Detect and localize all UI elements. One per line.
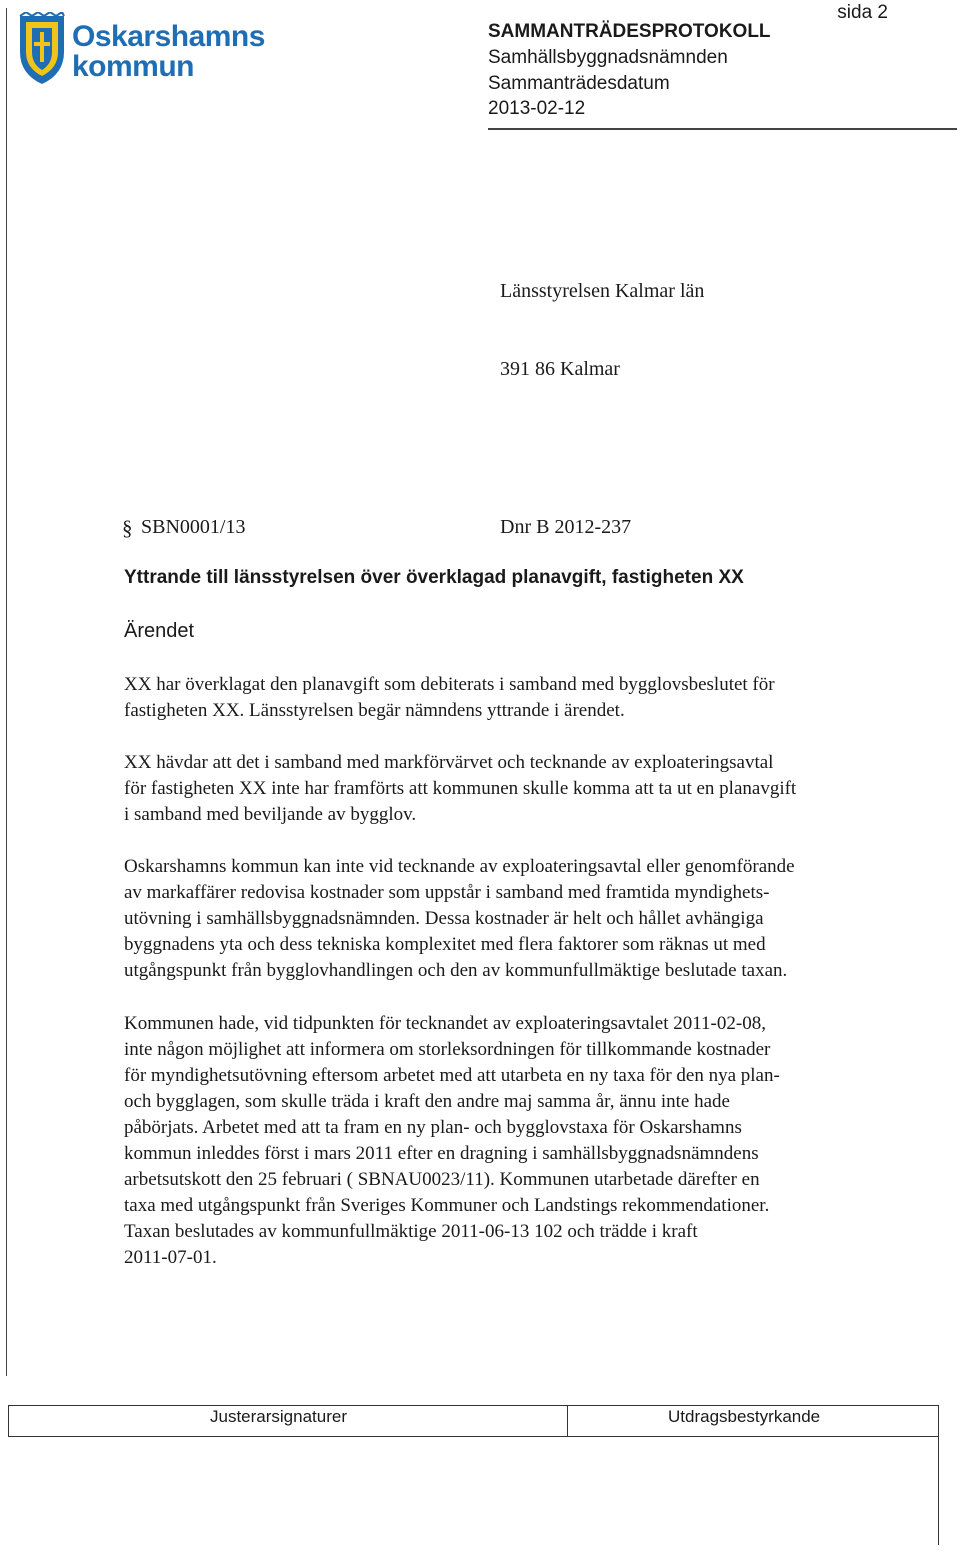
registration-number: Dnr B 2012-237 <box>500 516 632 538</box>
paragraph-4 <box>124 1011 934 1271</box>
text-line: Kommunen hade, vid tidpunkten för tecknandet av exploateringsavtalet 2011-02-08, <box>124 1013 766 1034</box>
case-title: Yttrande till länsstyrelsen över överklagad planavgift, fastigheten XX <box>124 567 744 588</box>
committee-name: Samhällsbyggnadsnämnden <box>488 47 728 68</box>
extract-certification-label: Utdragsbestyrkande <box>668 1407 821 1426</box>
paragraph-3 <box>124 854 934 984</box>
text-line: kommun inleddes först i mars 2011 efter en dragning i samhällsbyggnadsnämndens <box>124 1143 759 1164</box>
signature-box-right <box>938 1405 939 1545</box>
text-line: påbörjats. Arbetet med att ta fram en ny plan- och bygglovstaxa för Oskarshamns <box>124 1117 742 1138</box>
recipient-postal-address: 391 86 Kalmar <box>500 358 620 380</box>
meeting-date: 2013-02-12 <box>488 98 586 119</box>
text-line: inte någon möjlighet att informera om storleksordningen för tillkommande kostnader <box>124 1039 771 1060</box>
text-line: för fastigheten XX inte har framförts att kommunen skulle komma att ta ut en planavgift <box>124 778 797 799</box>
text-line: av markaffärer redovisa kostnader som uppstår i samband med framtida myndighets- <box>124 882 770 903</box>
coat-of-arms-icon <box>14 12 70 86</box>
text-line: byggnadens yta och dess tekniska komplexitet med flera faktorer som räknas ut med <box>124 934 766 955</box>
text-line: och bygglagen, som skulle träda i kraft den andre maj samma år, ännu inte hade <box>124 1091 730 1112</box>
document-title: SAMMANTRÄDESPROTOKOLL <box>488 21 771 42</box>
text-line: Taxan beslutades av kommunfullmäktige 2011-06-13 102 och trädde i kraft <box>124 1221 698 1242</box>
text-line: i samband med beviljande av bygglov. <box>124 804 417 825</box>
logo-text-line1: Oskarshamns <box>72 20 265 53</box>
section-sign: § <box>122 516 133 540</box>
text-line: 2011-07-01. <box>124 1247 217 1268</box>
header-divider <box>488 128 957 130</box>
text-line: Oskarshamns kommun kan inte vid tecknande av exploateringsavtal eller genomförande <box>124 856 795 877</box>
signature-box-divider <box>567 1405 568 1437</box>
text-line: XX hävdar att det i samband med markförvärvet och tecknande av exploateringsavtal <box>124 752 774 773</box>
logo-text-line2: kommun <box>72 50 195 83</box>
recipient-name: Länsstyrelsen Kalmar län <box>500 280 705 302</box>
logo-wordmark <box>72 22 265 82</box>
section-heading: Ärendet <box>124 620 195 642</box>
text-line: taxa med utgångspunkt från Sveriges Kommuner och Landstings rekommendationer. <box>124 1195 770 1216</box>
case-number: SBN0001/13 <box>141 516 246 538</box>
text-line: utgångspunkt från bygglovhandlingen och den av kommunfullmäktige beslutade taxan. <box>124 960 788 981</box>
text-line: XX har överklagat den planavgift som debiterats i samband med bygglovsbeslutet för <box>124 674 775 695</box>
text-line: arbetsutskott den 25 februari ( SBNAU0023/11). Kommunen utarbetade därefter en <box>124 1169 760 1190</box>
reviewer-signatures-label: Justerarsignaturer <box>210 1407 348 1426</box>
text-line: för myndighetsutövning eftersom arbetet med att utarbeta en ny taxa för den nya plan- <box>124 1065 780 1086</box>
paragraph-1 <box>124 672 934 724</box>
signature-box-left <box>8 1405 9 1437</box>
signature-box-header-line <box>8 1436 938 1437</box>
paragraph-2 <box>124 750 934 828</box>
text-line: utövning i samhällsbyggnadsnämnden. Dessa kostnader är helt och hållet avhängiga <box>124 908 764 929</box>
page-number: sida 2 <box>837 2 888 23</box>
text-line: fastigheten XX. Länsstyrelsen begär nämndens yttrande i ärendet. <box>124 700 625 721</box>
meeting-date-label: Sammanträdesdatum <box>488 73 670 94</box>
page-frame-left <box>6 8 7 1376</box>
municipality-logo <box>14 10 264 90</box>
signature-box-top <box>8 1405 938 1406</box>
